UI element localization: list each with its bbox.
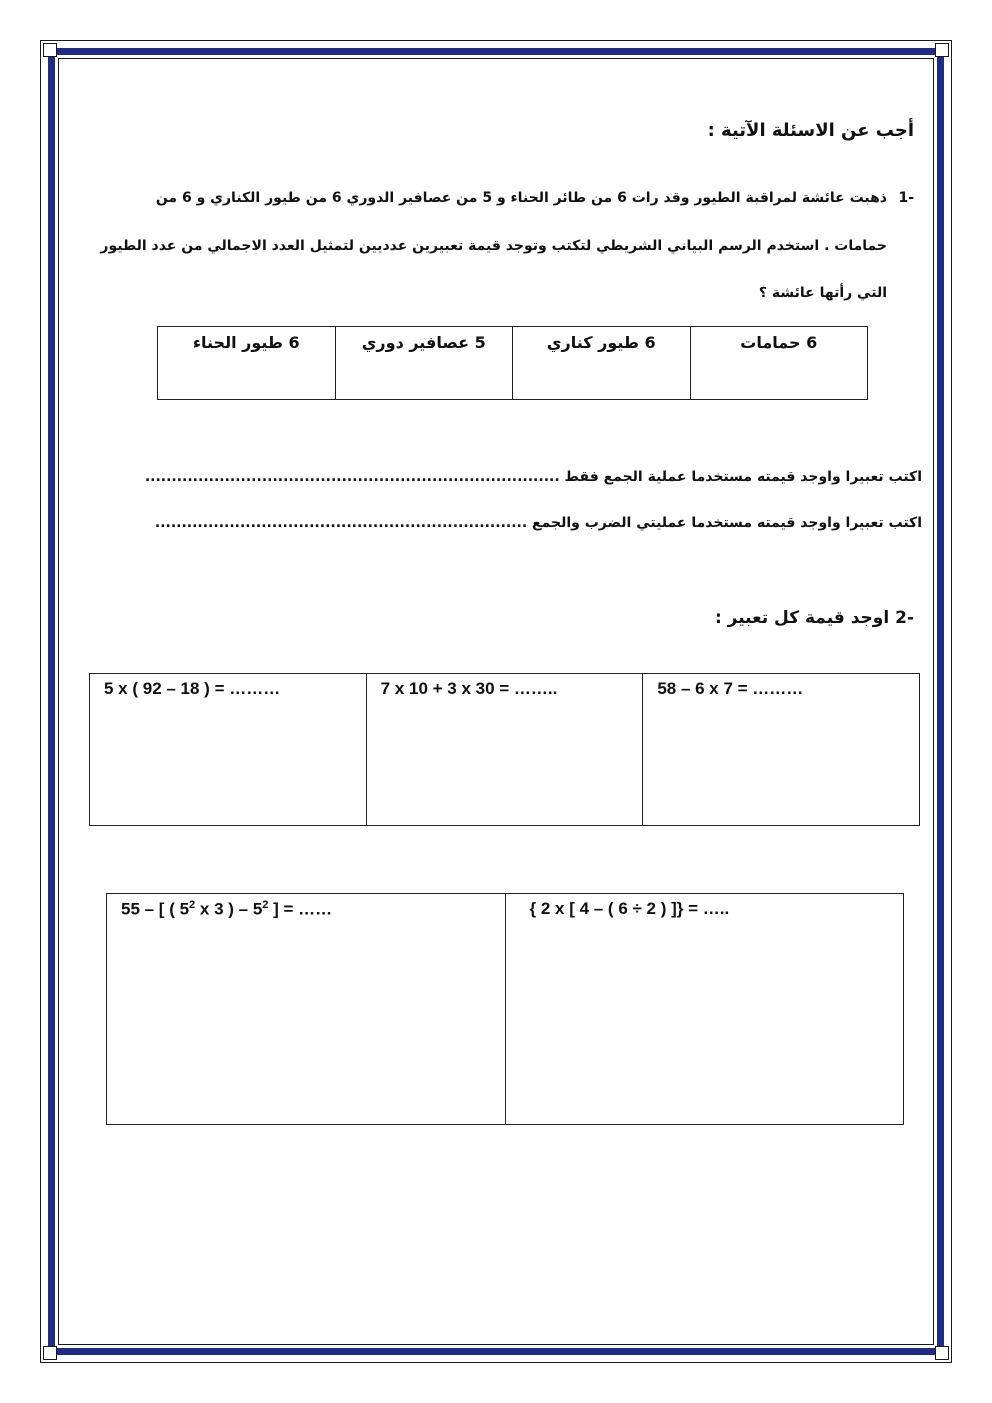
question-1-line-2: حمامات . استخدم الرسم البياني الشريطي لتكتب وتوجد قيمة تعبيرين عدديين لتمثيل العدد الاجمالي من عدد الطيور bbox=[100, 238, 887, 254]
border-corner-ornament bbox=[43, 43, 57, 57]
border-corner-ornament bbox=[43, 1346, 57, 1360]
expr-part: ] = …… bbox=[268, 899, 333, 919]
expression-table-row-1 bbox=[89, 673, 920, 826]
bird-count-table bbox=[157, 326, 868, 400]
worksheet-title: أجب عن الاسئلة الآتية : bbox=[707, 120, 914, 141]
expression-cell: 7 x 10 + 3 x 30 = …….. bbox=[366, 674, 643, 826]
prompt-addition-only: اكتب تعبيرا واوجد قيمته مستخدما عملية الجمع فقط .............................................................................. bbox=[144, 469, 922, 485]
border-corner-ornament bbox=[935, 43, 949, 57]
expr-part: x 3 ) – 5 bbox=[195, 899, 263, 919]
bird-cell-sparrows: 5 عصافير دوري bbox=[335, 327, 513, 400]
expression-cell: 5 x ( 92 – 18 ) = ……… bbox=[90, 674, 367, 826]
expression-cell-nested-powers bbox=[107, 894, 506, 1125]
question-2-heading: -2 اوجد قيمة كل تعبير : bbox=[714, 608, 914, 628]
exponent: 2 bbox=[262, 899, 269, 911]
exponent: 2 bbox=[189, 899, 196, 911]
question-1-number: -1 bbox=[898, 190, 914, 206]
border-corner-ornament bbox=[935, 1346, 949, 1360]
expression-cell-nested-brackets: { 2 x [ 4 – ( 6 ÷ 2 ) ]} = ….. bbox=[505, 894, 904, 1125]
bird-cell-canaries: 6 طيور كناري bbox=[513, 327, 691, 400]
expr-part: 55 – [ ( 5 bbox=[121, 899, 190, 919]
expression-cell: 58 – 6 x 7 = ……… bbox=[643, 674, 920, 826]
question-1-line-3: التي رأتها عائشة ؟ bbox=[758, 285, 887, 301]
prompt-multiply-and-add: اكتب تعبيرا واوجد قيمته مستخدما عمليتي الضرب والجمع ...................................................................... bbox=[154, 515, 922, 531]
expression-table-row-2 bbox=[106, 893, 904, 1125]
question-1-line-1: ذهبت عائشة لمراقبة الطيور وقد رات 6 من طائر الحناء و 5 من عصافير الدوري 6 من طيور الكناري و 6 من bbox=[155, 190, 887, 206]
bird-cell-robins: 6 طيور الحناء bbox=[158, 327, 336, 400]
bird-cell-pigeons: 6 حمامات bbox=[690, 327, 868, 400]
